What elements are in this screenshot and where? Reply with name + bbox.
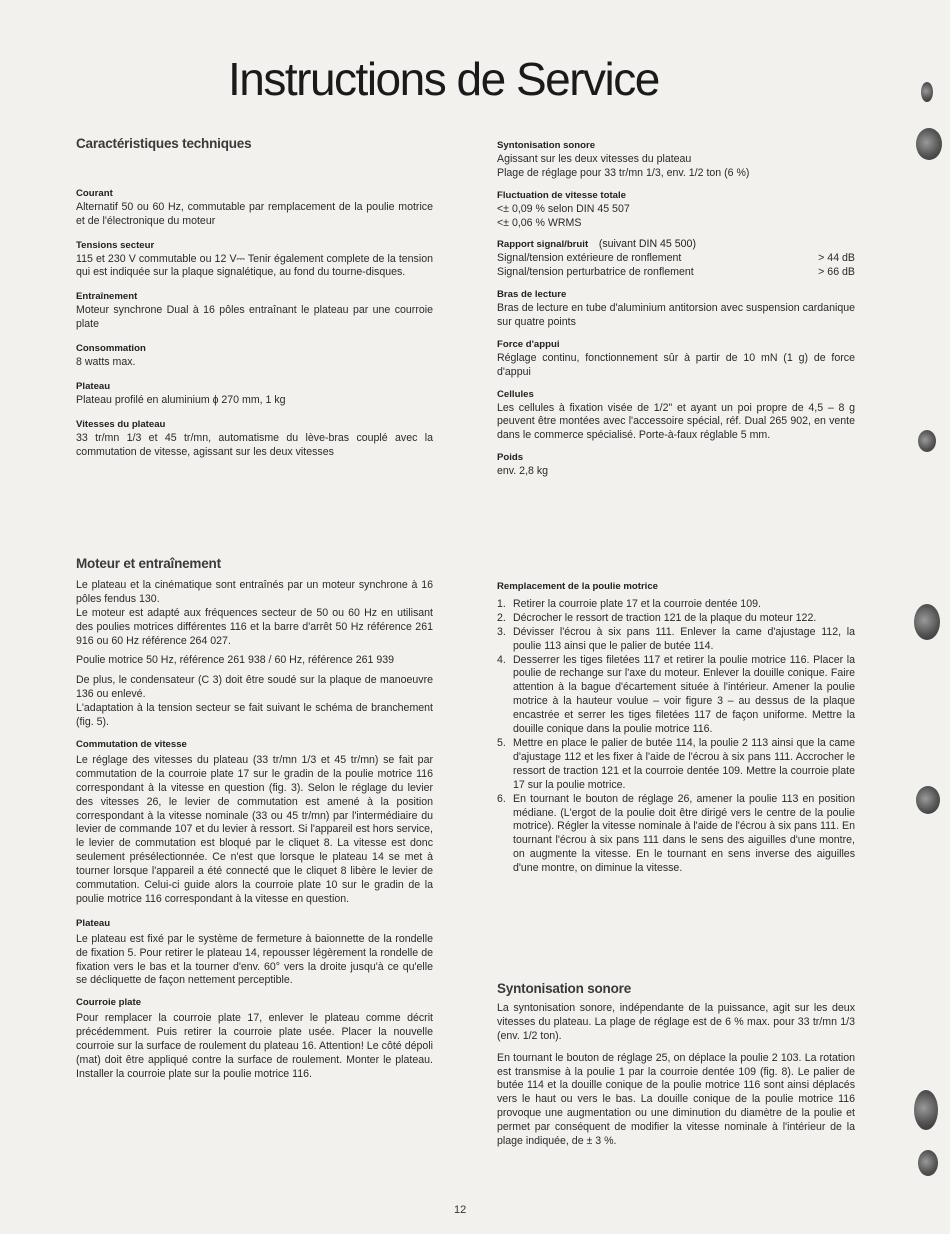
spec-label-plateau: Plateau: [76, 380, 111, 392]
spec-text-consommation: 8 watts max.: [76, 355, 136, 368]
page-number: 12: [454, 1204, 467, 1216]
syntonisation-section: [497, 982, 855, 1155]
spec-text-vitesses: 33 tr/mn 1/3 et 45 tr/mn, automatisme du lève-bras couplé avec la commutation de vitesse, agissant sur les deux vitesses: [76, 431, 433, 458]
syntonisation-heading: Syntonisation sonore: [497, 981, 632, 996]
moteur-paragraph-5: L'adaptation à la tension secteur se fait suivant le schéma de branchement (fig. 5).: [76, 702, 433, 729]
spec-row-text: Signal/tension extérieure de ronflement: [497, 252, 682, 265]
courroie-text: Pour remplacer la courroie plate 17, enlever le plateau comme décrit précédemment. Puis retirer la courroie plate usée. Placer la nouvelle courroie sur la surface de roulement du plateau 16. Attention! Le côté dépoli (mat) doit être appliqué contre la surface de roulement. Monter le plateau. Installer la courroie plate sur la poulie motrice 116.: [76, 1012, 433, 1080]
moteur-heading: Moteur et entraînement: [76, 556, 221, 571]
spec-text-cellules: Les cellules à fixation visée de 1/2" et ayant un poi propre de 4,5 – 8 g peuvent être montées avec l'accessoire spécial, réf. Dual 265 902, en vente dans le commerce spécialisé. Porte-à-faux réglable 5 mm.: [497, 401, 855, 442]
spec-text-syntonisation-1: Agissant sur les deux vitesses du plateau: [497, 152, 692, 165]
binder-hole-mark: [914, 1090, 938, 1130]
commutation-heading: Commutation de vitesse: [76, 738, 187, 750]
spec-row-value: > 44 dB: [818, 252, 855, 265]
moteur-section: [76, 557, 433, 1088]
step-item: En tournant le bouton de réglage 26, amener la poulie 113 en position médiane. (L'ergot de la poulie doit être dirigé vers le centre de la poulie motrice). Régler la vitesse nominale à l'aide de l'écrou à six pans 111. En tournant l'écrou à six pans 111 dans le sens des aiguilles d'une montre, on augmente la vitesse. En le tournant en sens inverse des aiguilles d'une montre, on diminue la vitesse.: [513, 792, 855, 875]
spec-row-text: Signal/tension perturbatrice de ronflement: [497, 266, 694, 279]
step-item: Décrocher le ressort de traction 121 de la plaque du moteur 122.: [513, 611, 817, 624]
plateau-text: Le plateau est fixé par le système de fermeture à baionnette de la rondelle de fixation 5. Pour retirer le plateau 14, repousser légèrement la rondelle de fixation vers le bas et la tourner d'env. 60° vers la droite jusqu'à ce qu'elle se décliquette de façon nettement perceptible.: [76, 932, 433, 987]
spec-label-poids: Poids: [497, 452, 524, 464]
step-item: Retirer la courroie plate 17 et la courroie dentée 109.: [513, 597, 761, 610]
spec-label-entrainement: Entraînement: [76, 291, 138, 303]
spec-text-tensions: 115 et 230 V commutable ou 12 V⎓ Tenir également complete de la tension qui est indiquée sur la plaque signalétique, au fond du tourne-disques.: [76, 252, 433, 279]
moteur-paragraph-2: Le moteur est adapté aux fréquences secteur de 50 ou 60 Hz en utilisant des poulies motrices différentes 116 et la barre d'arrêt 50 Hz référence 261 916 ou 60 Hz référence 264 027.: [76, 606, 433, 647]
moteur-paragraph-3: Poulie motrice 50 Hz, référence 261 938 / 60 Hz, référence 261 939: [76, 654, 394, 667]
specs-right-column: [497, 139, 855, 489]
binder-hole-mark: [918, 1150, 938, 1176]
syntonisation-paragraph-2: En tournant le bouton de réglage 25, on déplace la poulie 2 103. La rotation est transmise à la poulie 1 par la courroie dentée 109 (fig. 8). Le palier de butée 114 et la douille conique de la poulie motrice 116 sont ainsi déplacés vers le haut ou vers le bas. La douille conique de la poulie motrice 116 provoque une augmentation ou une diminution du diamètre de la poulie et permet par conséquent de modifier la vitesse nominale à l'intérieur de la plage indiquée, de ± 3 %.: [497, 1051, 855, 1148]
spec-text-syntonisation-2: Plage de réglage pour 33 tr/mn 1/3, env. 1/2 ton (6 %): [497, 166, 750, 179]
spec-text-entrainement: Moteur synchrone Dual à 16 pôles entraînant le plateau par une courroie plate: [76, 304, 433, 331]
spec-text-force: Réglage continu, fonctionnement sûr à partir de 10 mN (1 g) de force d'appui: [497, 351, 855, 378]
spec-row-ronflement-ext: [497, 252, 855, 266]
spec-label-tensions: Tensions secteur: [76, 239, 155, 251]
binder-hole-mark: [918, 430, 936, 452]
step-item: Desserrer les tiges filetées 117 et retirer la poulie motrice 116. Placer la poulie de rechange sur l'axe du moteur. Enlever la douille conique. Faire attention à la bague d'écartement située à l'intérieur. Amener la poulie motrice à la hauteur voulue – voir figure 3 – au dessus de la plaque encastrée et serrer les tiges filetées 117 de façon uniforme. Mettre la douille conique dans la poulie motrice 116.: [513, 653, 855, 736]
remplacement-heading: Remplacement de la poulie motrice: [497, 581, 659, 592]
spec-text-fluctuation-1: <± 0,09 % selon DIN 45 507: [497, 202, 630, 215]
spec-label-bras: Bras de lecture: [497, 289, 567, 301]
spec-text-courant: Alternatif 50 ou 60 Hz, commutable par remplacement de la poulie motrice et de l'électronique du moteur: [76, 200, 433, 227]
syntonisation-paragraph-1: La syntonisation sonore, indépendante de la puissance, agit sur les deux vitesses du plateau. La plage de réglage est de 6 % max. pour 33 tr/mn 1/3 (env. 1/2 ton).: [497, 1001, 855, 1042]
specs-left-column: [76, 137, 433, 469]
moteur-paragraph-4: De plus, le condensateur (C 3) doit être soudé sur la plaque de manoeuvre 136 ou enlevé.: [76, 674, 433, 701]
spec-label-rapport: [497, 238, 855, 252]
spec-row-value: > 66 dB: [818, 266, 855, 279]
courroie-heading: Courroie plate: [76, 997, 142, 1009]
spec-text-poids: env. 2,8 kg: [497, 465, 549, 478]
spec-row-ronflement-pert: [497, 266, 855, 280]
binder-hole-mark: [916, 128, 942, 160]
step-item: Mettre en place le palier de butée 114, la poulie 2 113 ainsi que la came d'ajustage 112 et les fixer à l'aide de l'écrou à six pans 111. Accrocher le ressort de traction 121 et la courroie dentée 109. Mettre la courroie plate 17 sur la poulie motrice.: [513, 736, 855, 791]
commutation-text: Le réglage des vitesses du plateau (33 tr/mn 1/3 et 45 tr/mn) se fait par commutation de la courroie plate 17 sur le gradin de la poulie motrice 116 correspondant à la vitesse en question (fig. 3). Selon le réglage du levier des vitesses 26, le levier de commutation est amené à la position correspondant à la vitesse nominale (33 ou 45 tr/mn) par l'intermédiaire du levier de commande 107 et du levier à ressort. Si l'appareil est hors service, le levier de commutation est bloqué par le cliquet 8. La vitesse est donc seulement présélectionnée. Ce n'est que lorsque le plateau 14 se met à tourner lorsque l'appareil a été connecté que le cliquet 8 libère le levier de commutation. Celui-ci guide alors la courroie plate 10 sur le gradin de la poulie motrice 116 correspondant à la vitesse en question.: [76, 753, 433, 905]
plateau-heading: Plateau: [76, 917, 111, 929]
moteur-paragraph-1: Le plateau et la cinématique sont entraînés par un moteur synchrone à 16 pôles fendus 130.: [76, 578, 433, 605]
spec-label-vitesses: Vitesses du plateau: [76, 418, 166, 430]
page-title: Instructions de Service: [228, 53, 659, 105]
spec-label-rapport-title: Rapport signal/bruit: [497, 239, 589, 251]
binder-hole-mark: [914, 604, 940, 640]
binder-hole-mark: [921, 82, 933, 102]
step-item: Dévisser l'écrou à six pans 111. Enlever la came d'ajustage 112, la poulie 113 ainsi que le palier de butée 114.: [513, 625, 855, 652]
spec-label-rapport-note: (suivant DIN 45 500): [598, 238, 696, 251]
spec-label-fluctuation: Fluctuation de vitesse totale: [497, 189, 627, 201]
spec-label-courant: Courant: [76, 187, 113, 199]
spec-label-consommation: Consommation: [76, 343, 146, 355]
spec-label-syntonisation: Syntonisation sonore: [497, 140, 596, 151]
spec-text-fluctuation-2: <± 0,06 % WRMS: [497, 216, 582, 229]
remplacement-steps: [497, 598, 855, 876]
spec-label-cellules: Cellules: [497, 388, 534, 400]
binder-hole-mark: [916, 786, 940, 814]
spec-label-force: Force d'appui: [497, 338, 560, 350]
spec-text-bras: Bras de lecture en tube d'aluminium antitorsion avec suspension cardanique sur quatre points: [497, 302, 855, 328]
spec-text-plateau: Plateau profilé en aluminium ɸ 270 mm, 1 kg: [76, 393, 286, 406]
specs-heading: Caractéristiques techniques: [76, 136, 252, 151]
remplacement-section: [497, 580, 855, 876]
